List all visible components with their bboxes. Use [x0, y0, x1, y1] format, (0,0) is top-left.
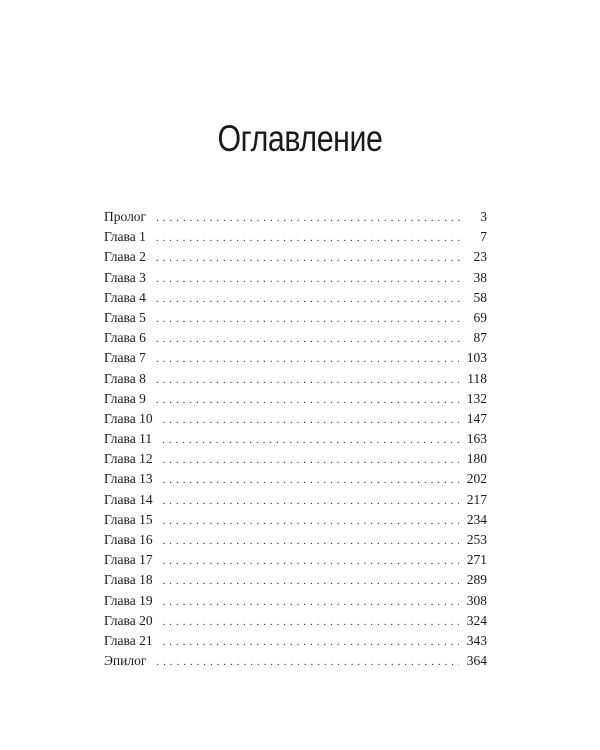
toc-entry-label: Глава 8	[104, 370, 146, 386]
toc-entry-chapter-2[interactable]	[104, 247, 487, 267]
toc-entry-page: 7	[480, 229, 487, 245]
toc-dot-leader	[163, 531, 459, 551]
toc-entry-page: 217	[466, 491, 487, 507]
toc-dot-leader	[156, 289, 461, 309]
toc-entry-epilogue[interactable]	[104, 651, 487, 671]
toc-entry-label: Глава 15	[104, 511, 153, 527]
toc-dot-leader	[163, 511, 459, 531]
toc-entry-page: 180	[466, 451, 487, 467]
toc-dot-leader	[156, 208, 461, 228]
toc-entry-chapter-5[interactable]	[104, 308, 487, 328]
toc-entry-label: Пролог	[104, 209, 147, 224]
toc-entry-label: Глава 11	[104, 431, 153, 447]
toc-entry-label: Эпилог	[104, 653, 147, 669]
toc-entry-page: 271	[466, 552, 487, 568]
toc-entry-label: Глава 6	[104, 330, 146, 346]
toc-entry-page: 118	[467, 370, 487, 386]
toc-entry-label: Глава 2	[104, 249, 146, 265]
toc-entry-page: 3	[480, 209, 487, 224]
toc-entry-label: Глава 9	[104, 390, 146, 406]
toc-entry-page: 23	[473, 249, 487, 265]
toc-dot-leader	[156, 309, 461, 329]
toc-dot-leader	[162, 430, 459, 450]
toc-entry-chapter-13[interactable]	[104, 469, 487, 489]
toc-dot-leader	[163, 612, 459, 632]
toc-entry-chapter-11[interactable]	[104, 429, 487, 449]
toc-dot-leader	[163, 450, 459, 470]
toc-entry-label: Глава 10	[104, 410, 153, 426]
toc-entry-chapter-1[interactable]	[104, 227, 487, 247]
toc-entry-page: 147	[466, 410, 487, 426]
toc-entry-label: Глава 21	[104, 632, 153, 648]
toc-entry-label: Глава 18	[104, 572, 153, 588]
toc-entry-chapter-8[interactable]	[104, 369, 487, 389]
toc-entry-label: Глава 20	[104, 612, 153, 628]
toc-entry-page: 324	[466, 612, 487, 628]
toc-dot-leader	[156, 248, 461, 268]
toc-dot-leader	[163, 571, 459, 591]
toc-entry-page: 69	[473, 309, 487, 325]
toc-entry-chapter-21[interactable]	[104, 631, 487, 651]
toc-entry-chapter-14[interactable]	[104, 490, 487, 510]
toc-entry-chapter-3[interactable]	[104, 268, 487, 288]
toc-entry-page: 38	[473, 269, 487, 285]
toc-entry-chapter-7[interactable]	[104, 348, 487, 368]
toc-entry-label: Глава 14	[104, 491, 153, 507]
toc-entry-prologue[interactable]	[104, 207, 487, 227]
toc-dot-leader	[163, 470, 459, 490]
toc-dot-leader	[163, 592, 459, 612]
toc-dot-leader	[156, 349, 459, 369]
toc-entry-chapter-16[interactable]	[104, 530, 487, 550]
toc-entry-label: Глава 4	[104, 289, 146, 305]
toc-entry-page: 308	[466, 592, 487, 608]
table-of-contents	[104, 207, 487, 671]
toc-entry-page: 87	[473, 330, 487, 346]
toc-entry-page: 103	[466, 350, 487, 366]
toc-entry-chapter-9[interactable]	[104, 389, 487, 409]
toc-entry-label: Глава 17	[104, 552, 153, 568]
toc-entry-page: 289	[466, 572, 487, 588]
toc-entry-page: 253	[466, 532, 487, 547]
toc-entry-chapter-12[interactable]	[104, 449, 487, 469]
toc-entry-label: Глава 3	[104, 269, 146, 285]
toc-dot-leader	[156, 329, 461, 349]
toc-entry-chapter-20[interactable]	[104, 611, 487, 631]
toc-entry-label: Глава 16	[104, 532, 153, 547]
toc-dot-leader	[156, 228, 461, 248]
toc-entry-page: 132	[466, 390, 487, 406]
toc-dot-leader	[156, 390, 459, 410]
toc-dot-leader	[163, 410, 459, 430]
toc-dot-leader	[163, 491, 459, 511]
toc-entry-chapter-10[interactable]	[104, 409, 487, 429]
toc-entry-page: 343	[466, 632, 487, 648]
toc-entry-page: 58	[473, 289, 487, 305]
toc-dot-leader	[156, 269, 461, 289]
toc-dot-leader	[163, 632, 459, 652]
toc-entry-page: 364	[466, 653, 487, 669]
toc-entry-chapter-18[interactable]	[104, 570, 487, 590]
toc-entry-page: 163	[466, 431, 487, 447]
toc-entry-chapter-15[interactable]	[104, 510, 487, 530]
toc-entry-chapter-17[interactable]	[104, 550, 487, 570]
toc-dot-leader	[156, 652, 458, 672]
toc-entry-label: Глава 13	[104, 471, 153, 487]
toc-entry-label: Глава 19	[104, 592, 153, 608]
toc-entry-label: Глава 12	[104, 451, 153, 467]
toc-entry-chapter-4[interactable]	[104, 288, 487, 308]
toc-entry-chapter-19[interactable]	[104, 591, 487, 611]
toc-entry-chapter-6[interactable]	[104, 328, 487, 348]
toc-entry-label: Глава 7	[104, 350, 146, 366]
page-title: Оглавление	[217, 118, 383, 159]
toc-entry-page: 234	[466, 511, 487, 527]
toc-dot-leader	[156, 370, 459, 390]
toc-entry-label: Глава 5	[104, 309, 146, 325]
toc-entry-page: 202	[466, 471, 487, 487]
toc-dot-leader	[163, 551, 459, 571]
toc-entry-label: Глава 1	[104, 229, 146, 245]
